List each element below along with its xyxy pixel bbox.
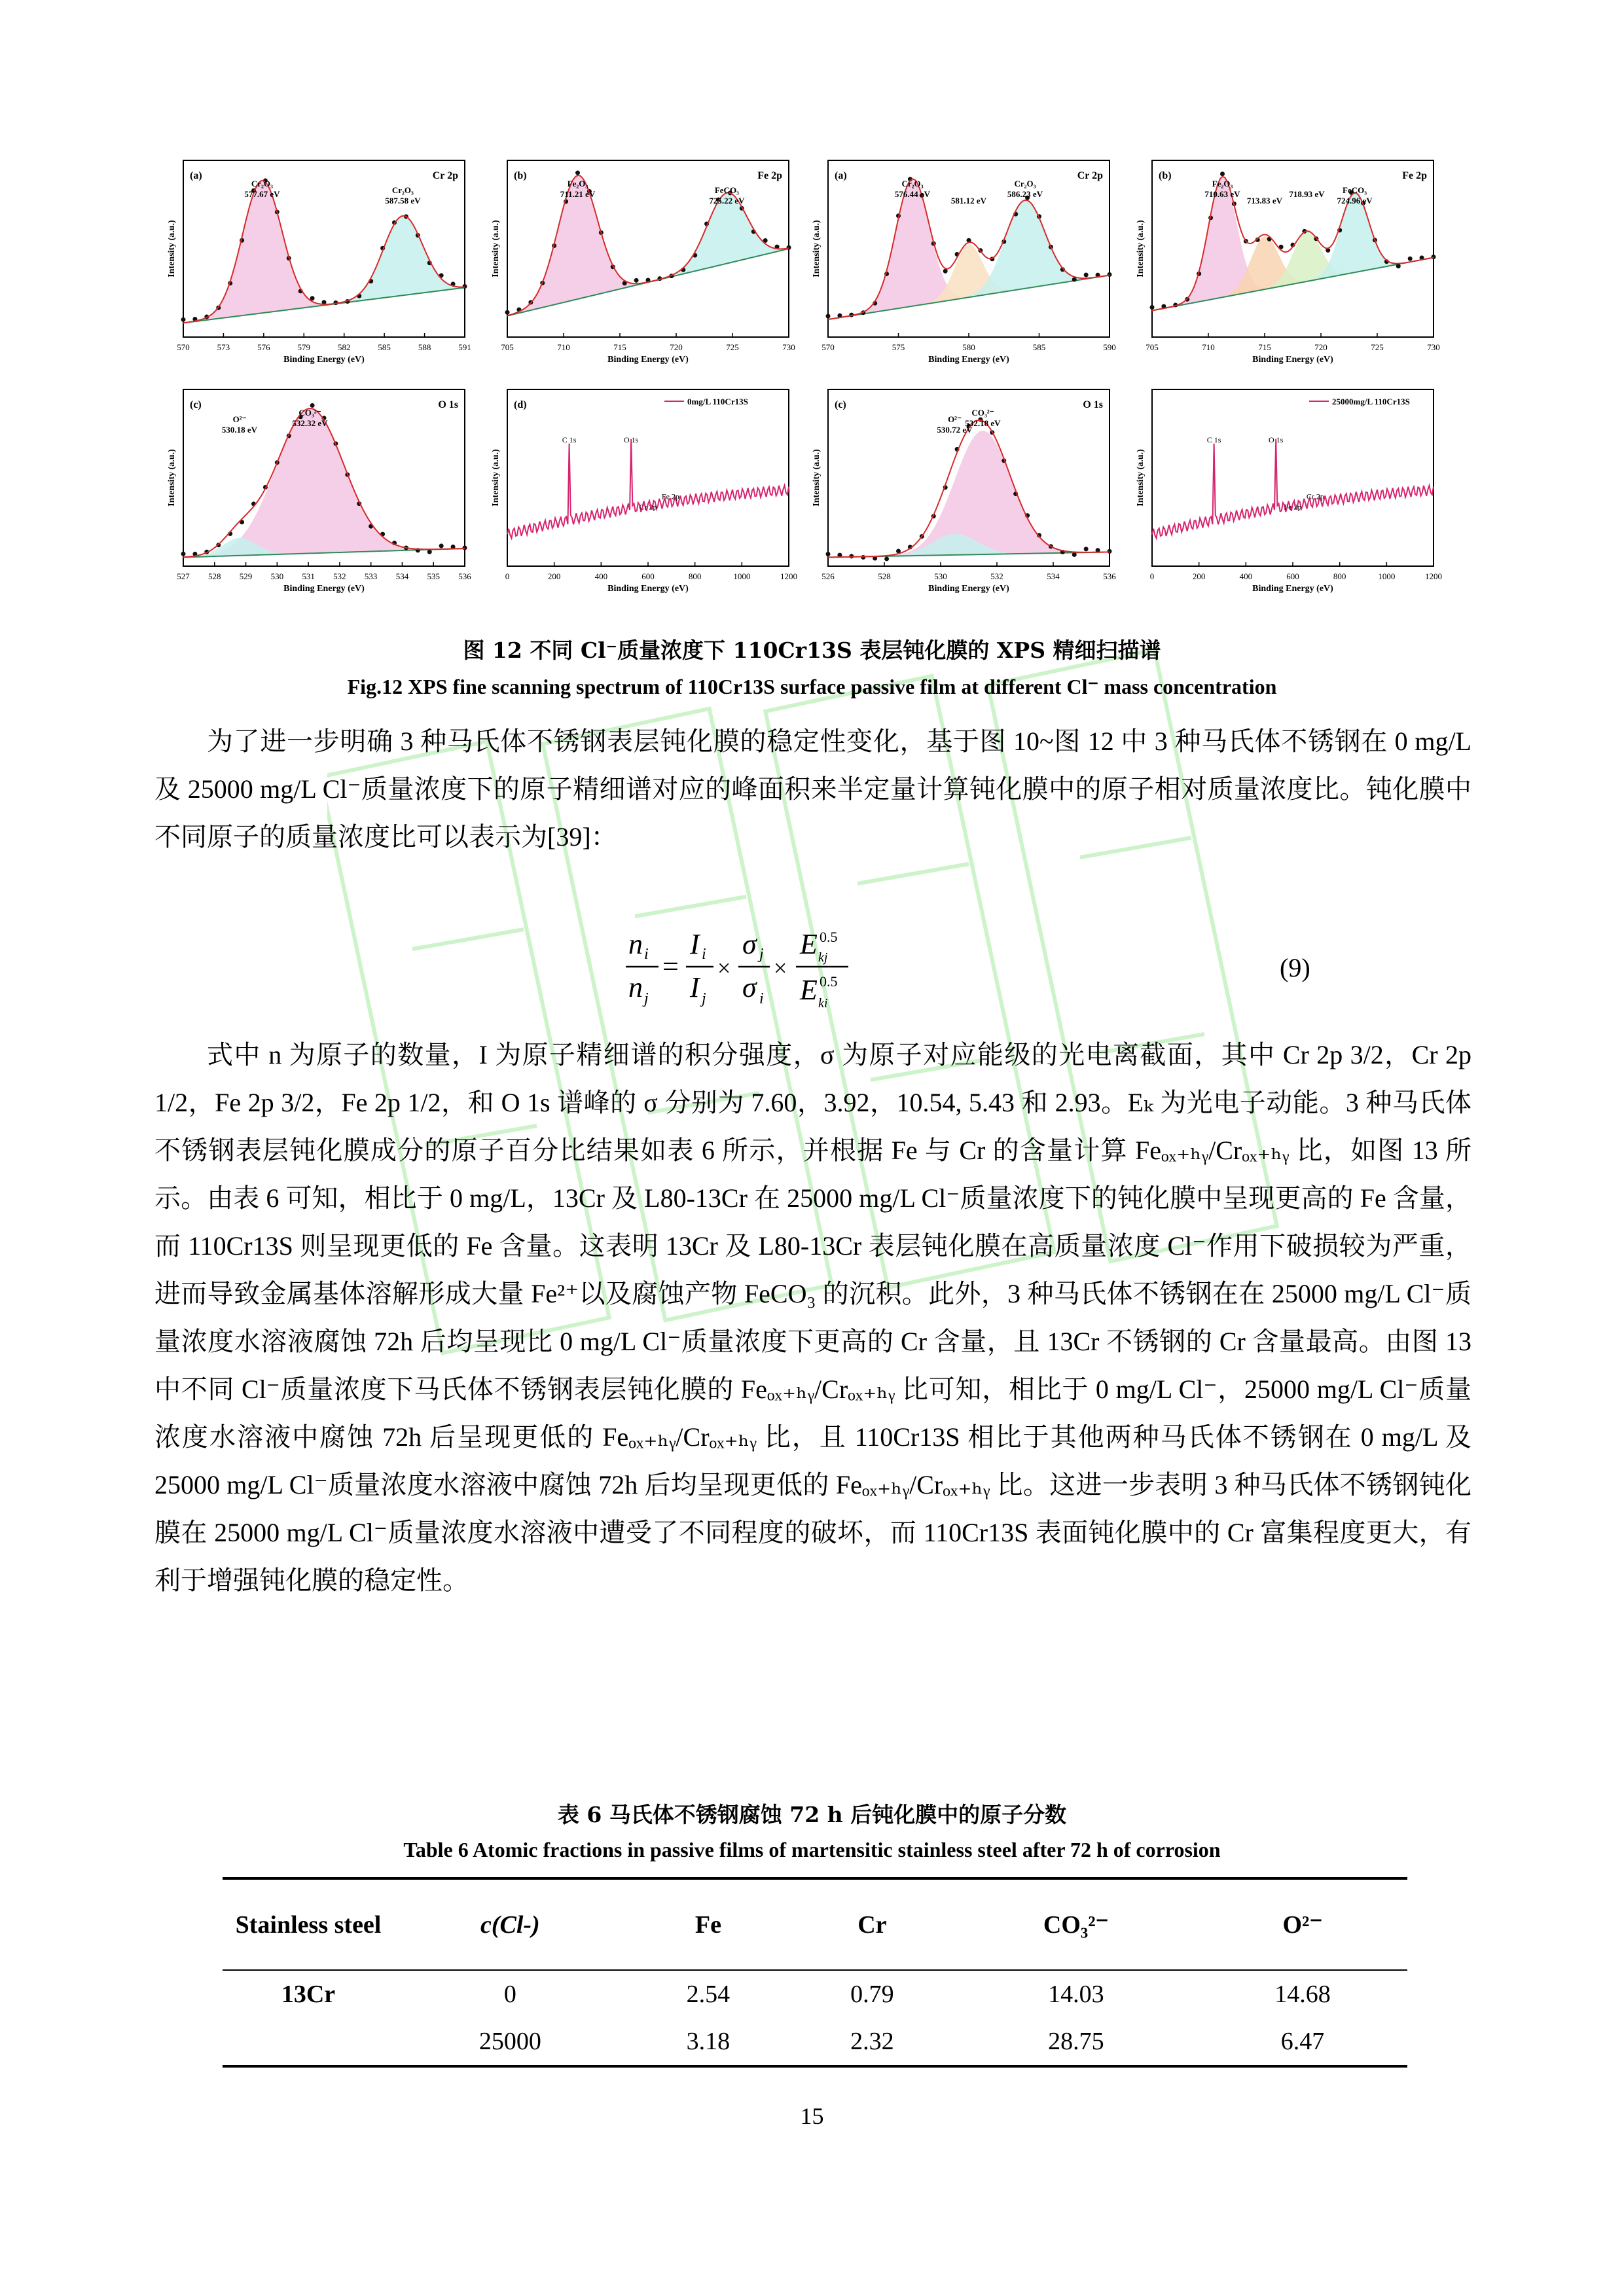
x-axis-label: Binding Energy (eV) [607,584,689,594]
x-tick-label: 400 [594,571,608,581]
paragraph-2-text: 式中 n 为原子的数量，I 为原子精细谱的积分强度，σ 为原子对应能级的光电离截面，其中 Cr 2p 3/2，Cr 2p 1/2，Fe 2p 3/2，Fe 2p 1/2，和 O 1s 谱峰的 σ 分别为 7.60，3.92，10.54, 5.43 和 2.93。Eₖ 为光电子动能。3 种马氏体不锈钢表层钝化膜成分的原子百分比结果如表 6 所示，并根据 Fe 与 Cr 的含量计算 Feₒₓ₊ₕᵧ/Crₒₓ₊ₕᵧ 比，如图 13 所示。由表 6 可知，相比于 0 mg/L，13Cr 及 L80-13Cr 在 25000 mg/L Cl⁻质量浓度下的钝化膜中呈现更高的 Fe 含量，而 110Cr13S 则呈现更低的 Fe 含量。这表明 13Cr 及 L80-13Cr 表层钝化膜在高质量浓度 Cl⁻作用下破损较为严重，进而导致金属基体溶解形成大量 Fe²⁺以及腐蚀产物 FeCO₃ 的沉积。此外，3 种马氏体不锈钢在在 25000 mg/L Cl⁻质量浓度水溶液腐蚀 72h 后均呈现比 0 mg/L Cl⁻质量浓度下更高的 Cr 含量，且 13Cr 不锈钢的 Cr 含量最高。由图 13 中不同 Cl⁻质量浓度下马氏体不锈钢表层钝化膜的 Feₒₓ₊ₕᵧ/Crₒₓ₊ₕᵧ 比可知，相比于 0 mg/L Cl⁻，25000 mg/L Cl⁻质量浓度水溶液中腐蚀 72h 后呈现更低的 Feₒₓ₊ₕᵧ/Crₒₓ₊ₕᵧ 比，且 110Cr13S 相比于其他两种马氏体不锈钢在 0 mg/L 及 25000 mg/L Cl⁻质量浓度水溶液中腐蚀 72h 后均呈现更低的 Feₒₓ₊ₕᵧ/Crₒₓ₊ₕᵧ 比。这进一步表明 3 种马氏体不锈钢钝化膜在 25000 mg/L Cl⁻质量浓度水溶液中遭受了不同程度的破坏，而 110Cr13S 表面钝化膜中的 Cr 富集程度更大，有利于增强钝化膜的稳定性。 [154,1040,1471,1595]
xps-panel-l-c [157,383,478,605]
data-point [1150,305,1155,310]
x-tick-label: 1000 [733,571,751,581]
data-point [1108,549,1112,554]
element-label: O 1s [438,399,458,410]
svg-text:σ: σ [742,928,757,960]
x-tick-label: 533 [364,571,378,581]
data-point [1084,547,1089,551]
peak-label: C 1s [1206,435,1221,444]
data-point [463,545,467,550]
x-tick-label: 534 [395,571,409,581]
legend-label: 25000mg/L 110Cr13S [1332,397,1410,406]
data-point [1084,273,1089,278]
x-tick-label: 705 [1146,342,1159,352]
paragraph-1-text: 为了进一步明确 3 种马氏体不锈钢表层钝化膜的稳定性变化，基于图 10~图 12 中 3 种马氏体不锈钢在 0 mg/L 及 25000 mg/L Cl⁻质量浓度下的原子精细谱对应的峰面积来半定量计算钝化膜中的原子相对质量浓度比。钝化膜中不同原子的质量浓度比可以表示为[39]： [154,726,1471,852]
y-axis-label: Intensity (a.u.) [491,449,501,507]
x-tick-label: 715 [613,342,626,352]
data-point [439,544,444,548]
x-tick-label: 0 [1149,571,1155,581]
svg-text:n: n [628,971,643,1003]
page-number: 15 [800,2103,824,2129]
element-label: O 1s [1083,399,1103,410]
svg-text:j: j [644,990,649,1007]
x-tick-label: 530 [270,571,284,581]
peak-value: 530.18 eV [221,425,258,435]
x-tick-label: 400 [1239,571,1253,581]
x-tick-label: 536 [1103,571,1116,581]
x-tick-label: 725 [726,342,739,352]
peak-value: 710.63 eV [1204,189,1240,199]
table-cell: 0 [503,1981,516,2008]
x-tick-label: 600 [1286,571,1299,581]
equation-9 [622,913,871,1018]
panel-tag: (a) [190,170,202,181]
peak-label: Fe 2p [661,492,679,501]
y-axis-label: Intensity (a.u.) [167,220,177,278]
data-point [181,317,186,322]
peak-label: FeCO₃ [714,185,739,195]
svg-text:E: E [800,974,818,1006]
table-cell: 0.79 [850,1981,894,2008]
svg-text:i: i [644,946,649,963]
peak-value: 586.23 eV [1007,189,1043,199]
equation-number: (9) [1280,953,1310,982]
peak-label: O²⁻ [232,414,247,424]
svg-text:j: j [702,990,706,1007]
x-tick-label: 580 [962,342,975,352]
peak-label: O²⁻ [948,414,962,424]
x-tick-label: 1000 [1378,571,1396,581]
col-header-cr: Cr [857,1910,887,1939]
data-point [1072,552,1077,557]
panel-tag: (c) [835,399,846,410]
x-tick-label: 535 [427,571,440,581]
peak-label: Cr 2p [639,502,657,512]
panel-tag: (d) [514,399,527,410]
xps-panel-l-d [481,383,802,605]
peak-value: 713.83 eV [1246,196,1283,206]
x-tick-label: 0 [505,571,510,581]
x-tick-label: 730 [782,342,795,352]
data-point [427,550,432,554]
xps-panel-l-b [481,154,802,376]
x-axis-label: Binding Energy (eV) [928,584,1009,594]
peak-value: 587.58 eV [385,196,421,206]
col-header-fe: Fe [695,1910,721,1939]
data-point [463,284,467,289]
xps-panel-l-a [157,154,478,376]
peak-label: Cr₂O₃ [391,185,414,195]
table-cell: 28.75 [1048,2028,1104,2055]
svg-text:0.5: 0.5 [820,929,838,945]
table-cell: 14.03 [1048,1981,1104,2008]
peak-value: 576.44 eV [894,189,931,199]
table-row [223,2018,1407,2066]
x-tick-label: 705 [501,342,514,352]
x-tick-label: 570 [821,342,835,352]
col-header-cl: c(Cl-) [480,1910,540,1939]
svg-text:×: × [717,955,731,981]
data-point [1408,257,1413,261]
svg-text:j: j [759,946,764,963]
paragraph-1 [154,717,1471,861]
peak-label: Fe₂O₃ [567,179,588,188]
y-axis-label: Intensity (a.u.) [812,220,821,278]
peak-label: Cr₂O₃ [1014,179,1036,188]
data-point [884,556,889,561]
table-title-zh: 表 6 马氏体不锈钢腐蚀 72 h 后钝化膜中的原子分数 [557,1802,1067,1827]
plot-frame [1152,160,1434,337]
x-tick-label: 715 [1258,342,1271,352]
element-label: Cr 2p [432,170,458,181]
x-tick-label: 532 [990,571,1003,581]
x-tick-label: 530 [934,571,947,581]
x-tick-label: 200 [1192,571,1206,581]
y-axis-label: Intensity (a.u.) [1136,220,1146,278]
svg-text:ki: ki [818,996,828,1011]
x-tick-label: 710 [557,342,570,352]
svg-text:I: I [690,928,700,960]
xps-panel-r-d [1126,383,1447,605]
peak-label: FeCO₃ [1343,185,1367,195]
svg-text:i: i [702,946,706,963]
legend-label: 0mg/L 110Cr13S [687,397,748,406]
x-tick-label: 528 [878,571,891,581]
plot-frame [507,389,789,566]
svg-text:σ: σ [742,971,757,1003]
x-tick-label: 800 [688,571,702,581]
data-point [1396,264,1401,268]
peak-label: O 1s [1269,435,1284,444]
element-label: Fe 2p [757,170,782,181]
y-axis-label: Intensity (a.u.) [491,220,501,278]
y-axis-label: Intensity (a.u.) [812,449,821,507]
y-axis-label: Intensity (a.u.) [167,449,177,507]
x-tick-label: 531 [302,571,315,581]
x-axis-label: Binding Energy (eV) [607,355,689,365]
data-point [826,552,831,556]
table-cell: 3.18 [686,2028,731,2055]
x-tick-label: 585 [378,342,391,352]
x-tick-label: 536 [458,571,471,581]
x-tick-label: 720 [1314,342,1327,352]
atomic-fraction-table [223,1877,1407,2068]
x-tick-label: 576 [257,342,270,352]
x-axis-label: Binding Energy (eV) [1252,355,1333,365]
peak-label: Cr₂O₃ [251,179,273,188]
peak-value: 577.67 eV [244,189,280,199]
x-tick-label: 579 [297,342,311,352]
x-tick-label: 720 [670,342,683,352]
peak-label: C 1s [562,435,577,444]
peak-label: O 1s [624,435,639,444]
x-tick-label: 585 [1032,342,1046,352]
table-cell: 13Cr [281,1981,336,2008]
peak-value: 532.32 eV [292,418,328,428]
peak-label: CO₃²⁻ [971,408,994,418]
panel-tag: (b) [1159,170,1172,181]
peak-value: 724.96 eV [1337,196,1373,206]
peak-label: CO₃²⁻ [298,408,321,418]
peak-value: 718.93 eV [1289,189,1325,199]
svg-text:i: i [759,990,764,1007]
data-point [575,170,580,175]
svg-text:n: n [628,928,643,960]
x-tick-label: 1200 [780,571,797,581]
data-point [505,310,510,315]
table-cell: 25000 [478,2028,541,2055]
y-axis-label: Intensity (a.u.) [1136,449,1146,507]
figure-caption-zh: 图 12 不同 Cl⁻质量浓度下 110Cr13S 表层钝化膜的 XPS 精细扫描谱 [463,637,1161,663]
xps-panel-r-c [802,383,1123,605]
x-tick-label: 529 [239,571,253,581]
x-tick-label: 200 [547,571,561,581]
x-axis-label: Binding Energy (eV) [283,355,365,365]
x-tick-label: 591 [458,342,471,352]
table-row [223,1970,1407,2018]
table-header-row [223,1878,1407,1970]
x-tick-label: 1200 [1425,571,1442,581]
peak-value: 530.72 eV [937,425,973,435]
peak-label: Fe₂O₃ [1212,179,1233,188]
col-header-steel: Stainless steel [235,1910,382,1939]
table-title-en: Table 6 Atomic fractions in passive films of martensitic stainless steel after 72 h of corrosion [403,1838,1221,1861]
element-label: Fe 2p [1402,170,1427,181]
x-tick-label: 570 [177,342,190,352]
svg-text:E: E [800,928,818,960]
panel-tag: (a) [835,170,847,181]
svg-text:=: = [662,950,679,982]
x-axis-label: Binding Energy (eV) [283,584,365,594]
table-cell: 2.54 [686,1981,731,2008]
svg-text:I: I [690,971,700,1003]
x-tick-label: 800 [1333,571,1346,581]
data-point [787,245,791,250]
table-cell: 2.32 [850,2028,894,2055]
element-label: Cr 2p [1077,170,1103,181]
x-tick-label: 588 [418,342,431,352]
table-cell: 6.47 [1280,2028,1325,2055]
x-tick-label: 532 [333,571,346,581]
x-tick-label: 582 [337,342,351,352]
col-header-o: O²⁻ [1282,1911,1323,1939]
data-point [1108,272,1112,277]
x-axis-label: Binding Energy (eV) [928,355,1009,365]
x-tick-label: 730 [1427,342,1440,352]
data-point [1220,171,1225,176]
figure-caption-en: Fig.12 XPS fine scanning spectrum of 110Cr13S surface passive film at different Cl⁻ mass concentration [347,675,1277,698]
peak-value: 581.12 eV [950,196,987,206]
plot-frame [1152,389,1434,566]
peak-label: Cr₂O₃ [901,179,924,188]
data-point [943,269,948,274]
panel-tag: (b) [514,170,527,181]
panel-tag: (c) [190,399,202,410]
x-tick-label: 590 [1103,342,1116,352]
x-tick-label: 575 [892,342,905,352]
data-point [310,403,315,408]
data-point [634,278,639,283]
x-tick-label: 600 [641,571,655,581]
xps-figure [157,154,1466,625]
data-point [826,314,831,318]
xps-panel-r-b [1126,154,1447,376]
x-tick-label: 528 [208,571,221,581]
x-tick-label: 534 [1047,571,1060,581]
svg-text:0.5: 0.5 [820,973,838,990]
peak-label: Cr 2p [1306,492,1324,501]
x-tick-label: 725 [1371,342,1384,352]
table-cell [223,2018,394,2066]
col-header-co3: CO₃²⁻ [1043,1911,1109,1939]
svg-text:×: × [774,955,787,981]
table-cell: 14.68 [1274,1981,1331,2008]
peak-value: 532.18 eV [965,418,1001,428]
x-tick-label: 527 [177,571,190,581]
x-tick-label: 710 [1202,342,1215,352]
peak-label: Fe 2p [1284,502,1302,512]
x-axis-label: Binding Energy (eV) [1252,584,1333,594]
x-tick-label: 573 [217,342,230,352]
paragraph-2 [154,1031,1471,1604]
svg-text:kj: kj [818,950,828,965]
peak-value: 711.21 eV [560,189,596,199]
data-point [181,552,186,556]
peak-value: 725.22 eV [709,196,745,206]
x-tick-label: 526 [821,571,835,581]
xps-panel-r-a [802,154,1123,376]
